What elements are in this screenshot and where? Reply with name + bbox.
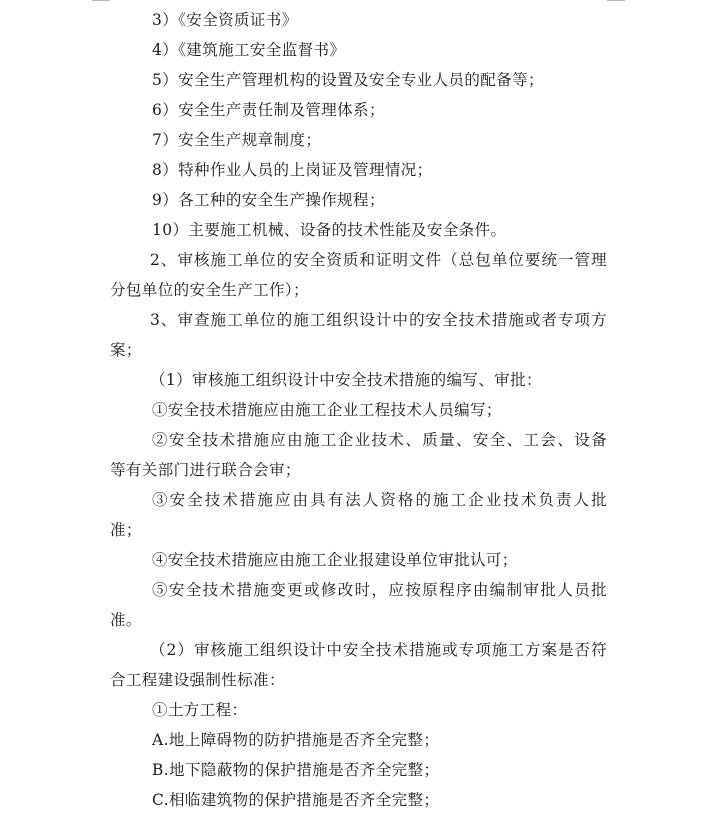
crop-mark-top-left	[92, 0, 110, 1]
paragraph-3-line-1: 3、审查施工单位的施工组织设计中的安全技术措施或者专项方	[150, 311, 607, 329]
subheading-2-line-1: （2）审核施工组织设计中安全技术措施或专项施工方案是否符	[150, 641, 607, 659]
list-item-4: 4）《建筑施工安全监督书》	[152, 41, 346, 59]
circled-item-3-line-1: ③安全技术措施应由具有法人资格的施工企业技术负责人批	[152, 491, 607, 509]
list-item-10: 10）主要施工机械、设备的技术性能及安全条件。	[152, 221, 507, 239]
list-item-9: 9）各工种的安全生产操作规程；	[152, 191, 385, 209]
paragraph-3-line-2: 案；	[110, 341, 142, 359]
circled-item-3-line-2: 准；	[110, 521, 142, 539]
earthwork-item: ①土方工程：	[152, 701, 248, 719]
circled-item-4: ④安全技术措施应由施工企业报建设单位审批认可；	[152, 551, 518, 569]
list-item-5: 5）安全生产管理机构的设置及安全专业人员的配备等；	[152, 71, 544, 89]
circled-item-5-line-2: 准。	[110, 611, 142, 629]
circled-item-2-line-2: 等有关部门进行联合会审；	[110, 461, 301, 479]
paragraph-2-line-1: 2、审核施工单位的安全资质和证明文件（总包单位要统一管理	[150, 251, 607, 269]
sub-item-c: C.相临建筑物的保护措施是否齐全完整；	[152, 791, 440, 809]
list-item-6: 6）安全生产责任制及管理体系；	[152, 101, 385, 119]
circled-item-2-line-1: ②安全技术措施应由施工企业技术、质量、安全、工会、设备	[152, 431, 607, 449]
sub-item-a: A.地上障碍物的防护措施是否齐全完整；	[152, 731, 440, 749]
crop-mark-top-right	[607, 0, 625, 1]
subheading-2-line-2: 合工程建设强制性标准：	[110, 671, 285, 689]
circled-item-1: ①安全技术措施应由施工企业工程技术人员编写；	[152, 401, 502, 419]
circled-item-5-line-1: ⑤安全技术措施变更或修改时，应按原程序由编制审批人员批	[152, 581, 607, 599]
paragraph-2-line-2: 分包单位的安全生产工作）；	[110, 281, 309, 299]
list-item-8: 8）特种作业人员的上岗证及管理情况；	[152, 161, 433, 179]
subheading-1: （1）审核施工组织设计中安全技术措施的编写、审批：	[150, 371, 542, 389]
list-item-7: 7）安全生产规章制度；	[152, 131, 322, 149]
list-item-3: 3）《安全资质证书》	[152, 11, 298, 29]
sub-item-b: B.地下隐蔽物的保护措施是否齐全完整；	[152, 761, 440, 779]
